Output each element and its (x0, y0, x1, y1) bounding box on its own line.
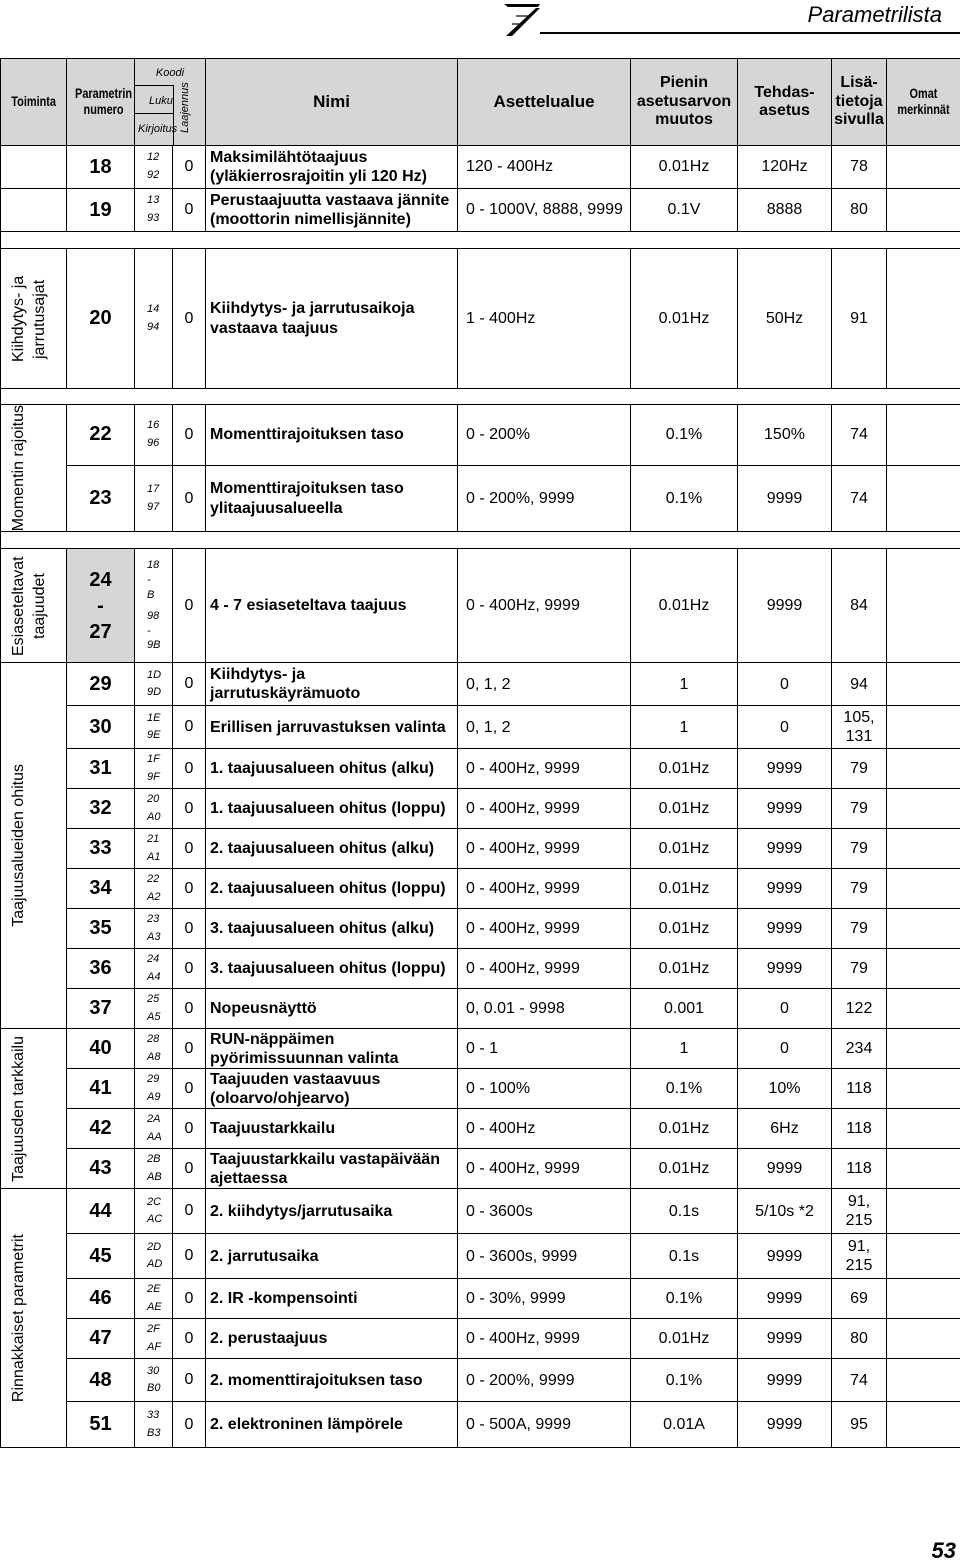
param-range: 0 - 200% (458, 405, 631, 466)
param-number: 31 (67, 749, 135, 789)
table-row (1, 909, 960, 949)
param-notes (887, 1402, 960, 1448)
param-name: 2. kiihdytys/jarrutusaika (206, 1189, 458, 1234)
param-number: 18 (67, 146, 135, 189)
param-range: 0 - 400Hz, 9999 (458, 549, 631, 663)
param-notes (887, 909, 960, 949)
param-factory: 9999 (738, 549, 832, 663)
param-factory: 9999 (738, 1402, 832, 1448)
table-row (1, 1189, 960, 1234)
param-code: 2D AD (135, 1234, 173, 1279)
param-page: 118 (832, 1149, 887, 1189)
param-factory: 9999 (738, 869, 832, 909)
param-factory: 9999 (738, 465, 832, 531)
table-row (1, 1319, 960, 1359)
table-row (1, 1069, 960, 1109)
param-extended: 0 (173, 663, 206, 706)
param-factory: 9999 (738, 749, 832, 789)
param-range: 0, 1, 2 (458, 706, 631, 749)
param-extended: 0 (173, 1069, 206, 1109)
param-number: 48 (67, 1359, 135, 1402)
param-page: 118 (832, 1109, 887, 1149)
param-min-step: 0.01Hz (631, 249, 738, 389)
param-name: Taajuustarkkailu vastapäivään ajettaessa (206, 1149, 458, 1189)
param-name: 2. taajuusalueen ohitus (alku) (206, 829, 458, 869)
param-code: 13 93 (135, 189, 173, 232)
param-name: Maksimilähtötaajuus (yläkierrosrajoitin yli 120 Hz) (206, 146, 458, 189)
col-name: Nimi (206, 59, 458, 146)
param-range: 0 - 30%, 9999 (458, 1279, 631, 1319)
param-factory: 9999 (738, 829, 832, 869)
group-freqmon: Taajuusden tarkkailu (1, 1029, 67, 1189)
param-page: 80 (832, 189, 887, 232)
param-range: 0 - 400Hz, 9999 (458, 909, 631, 949)
param-notes (887, 1029, 960, 1069)
row-gap (1, 532, 960, 549)
param-extended: 0 (173, 1149, 206, 1189)
table-row (1, 869, 960, 909)
param-min-step: 0.01Hz (631, 829, 738, 869)
page-header (0, 0, 960, 40)
param-number: 29 (67, 663, 135, 706)
group-empty (1, 146, 67, 189)
header-rule (540, 32, 960, 34)
param-min-step: 0.1% (631, 1359, 738, 1402)
group-torque: Momentin rajoitus (1, 405, 67, 532)
param-number: 37 (67, 989, 135, 1029)
param-extended: 0 (173, 405, 206, 466)
table-row (1, 1109, 960, 1149)
param-page: 80 (832, 1319, 887, 1359)
param-range: 0 - 1 (458, 1029, 631, 1069)
param-range: 0, 1, 2 (458, 663, 631, 706)
param-extended: 0 (173, 1029, 206, 1069)
param-notes (887, 789, 960, 829)
param-notes (887, 749, 960, 789)
table-row (1, 549, 960, 663)
param-notes (887, 1069, 960, 1109)
param-notes (887, 829, 960, 869)
param-name: Erillisen jarruvastuksen valinta (206, 706, 458, 749)
param-factory: 9999 (738, 1234, 832, 1279)
param-page: 105, 131 (832, 706, 887, 749)
row-gap (1, 232, 960, 249)
param-factory: 9999 (738, 1319, 832, 1359)
col-more-info: Lisä-tietoja sivulla (832, 59, 887, 146)
param-code: 21 A1 (135, 829, 173, 869)
param-range: 120 - 400Hz (458, 146, 631, 189)
param-min-step: 0.01Hz (631, 549, 738, 663)
param-number: 30 (67, 706, 135, 749)
param-code: 1E 9E (135, 706, 173, 749)
param-notes (887, 465, 960, 531)
table-row (1, 829, 960, 869)
param-page: 79 (832, 869, 887, 909)
param-name: 2. taajuusalueen ohitus (loppu) (206, 869, 458, 909)
param-page: 79 (832, 909, 887, 949)
param-min-step: 0.1s (631, 1189, 738, 1234)
param-range: 0 - 3600s, 9999 (458, 1234, 631, 1279)
param-range: 0 - 200%, 9999 (458, 1359, 631, 1402)
param-name: Perustaajuutta vastaava jännite (moottorin nimellisjännite) (206, 189, 458, 232)
param-extended: 0 (173, 706, 206, 749)
param-min-step: 0.1% (631, 1279, 738, 1319)
col-min-step: Pienin asetusarvon muutos (631, 59, 738, 146)
param-name: 1. taajuusalueen ohitus (loppu) (206, 789, 458, 829)
param-number: 44 (67, 1189, 135, 1234)
brand-logo-icon (502, 2, 542, 38)
param-code: 24 A4 (135, 949, 173, 989)
param-min-step: 0.1s (631, 1234, 738, 1279)
param-range: 0 - 400Hz, 9999 (458, 789, 631, 829)
param-page: 79 (832, 749, 887, 789)
param-factory: 0 (738, 663, 832, 706)
table-row (1, 1149, 960, 1189)
param-range: 0 - 3600s (458, 1189, 631, 1234)
table-row (1, 1359, 960, 1402)
param-number: 33 (67, 829, 135, 869)
param-name: Kiihdytys- ja jarrutuskäyrämuoto (206, 663, 458, 706)
param-min-step: 0.001 (631, 989, 738, 1029)
param-notes (887, 1109, 960, 1149)
param-min-step: 0.01A (631, 1402, 738, 1448)
page-number: 53 (931, 1538, 956, 1563)
param-code: 25 A5 (135, 989, 173, 1029)
param-page: 95 (832, 1402, 887, 1448)
param-name: RUN-näppäimen pyörimissuunnan valinta (206, 1029, 458, 1069)
param-number: 47 (67, 1319, 135, 1359)
param-number: 24 - 27 (67, 549, 135, 663)
param-notes (887, 706, 960, 749)
group-accel: Kiihdytys- ja jarrutusajat (1, 249, 67, 389)
param-extended: 0 (173, 1402, 206, 1448)
param-notes (887, 146, 960, 189)
param-notes (887, 1359, 960, 1402)
group-jump: Taajuusalueiden ohitus (1, 663, 67, 1029)
param-code: 2E AE (135, 1279, 173, 1319)
param-number: 35 (67, 909, 135, 949)
param-name: 2. perustaajuus (206, 1319, 458, 1359)
param-range: 0 - 400Hz, 9999 (458, 1149, 631, 1189)
param-range: 0 - 1000V, 8888, 9999 (458, 189, 631, 232)
param-number: 32 (67, 789, 135, 829)
param-factory: 120Hz (738, 146, 832, 189)
table-row (1, 749, 960, 789)
param-notes (887, 189, 960, 232)
param-factory: 9999 (738, 949, 832, 989)
param-extended: 0 (173, 949, 206, 989)
table-row (1, 1402, 960, 1448)
param-number: 34 (67, 869, 135, 909)
group-parallel: Rinnakkaiset parametrit (1, 1189, 67, 1448)
param-page: 122 (832, 989, 887, 1029)
param-factory: 9999 (738, 1149, 832, 1189)
param-extended: 0 (173, 1109, 206, 1149)
param-code: 2F AF (135, 1319, 173, 1359)
param-extended: 0 (173, 829, 206, 869)
param-name: Momenttirajoituksen taso ylitaajuusalueella (206, 465, 458, 531)
param-notes (887, 1279, 960, 1319)
param-code: 23 A3 (135, 909, 173, 949)
param-number: 51 (67, 1402, 135, 1448)
param-range: 1 - 400Hz (458, 249, 631, 389)
param-extended: 0 (173, 549, 206, 663)
param-factory: 150% (738, 405, 832, 466)
param-notes (887, 949, 960, 989)
param-min-step: 0.01Hz (631, 1319, 738, 1359)
param-range: 0 - 400Hz, 9999 (458, 1319, 631, 1359)
param-factory: 9999 (738, 789, 832, 829)
param-page: 84 (832, 549, 887, 663)
table-row (1, 1279, 960, 1319)
table-row (1, 1234, 960, 1279)
param-name: 2. elektroninen lämpörele (206, 1402, 458, 1448)
param-range: 0 - 200%, 9999 (458, 465, 631, 531)
param-range: 0 - 100% (458, 1069, 631, 1109)
param-min-step: 0.01Hz (631, 146, 738, 189)
param-extended: 0 (173, 1234, 206, 1279)
param-min-step: 0.01Hz (631, 1149, 738, 1189)
col-notes: Omat merkinnät (887, 59, 960, 146)
table-row (1, 146, 960, 189)
param-code: 20 A0 (135, 789, 173, 829)
param-factory: 5/10s *2 (738, 1189, 832, 1234)
param-code: 18 - B 98 - 9B (135, 549, 173, 663)
table-row (1, 706, 960, 749)
param-page: 78 (832, 146, 887, 189)
col-code: Koodi Luku Kirjoitus Laajennus (135, 59, 206, 146)
param-min-step: 1 (631, 1029, 738, 1069)
param-number: 42 (67, 1109, 135, 1149)
param-notes (887, 249, 960, 389)
param-factory: 50Hz (738, 249, 832, 389)
param-min-step: 0.01Hz (631, 869, 738, 909)
param-code: 12 92 (135, 146, 173, 189)
param-notes (887, 1149, 960, 1189)
param-page: 94 (832, 663, 887, 706)
param-extended: 0 (173, 1359, 206, 1402)
param-range: 0 - 500A, 9999 (458, 1402, 631, 1448)
col-param-number: Parametrin numero (67, 59, 135, 146)
table-row (1, 663, 960, 706)
param-number: 40 (67, 1029, 135, 1069)
table-row (1, 405, 960, 466)
param-notes (887, 405, 960, 466)
param-page: 74 (832, 1359, 887, 1402)
param-number: 45 (67, 1234, 135, 1279)
param-name: 4 - 7 esiaseteltava taajuus (206, 549, 458, 663)
param-name: Momenttirajoituksen taso (206, 405, 458, 466)
param-number: 20 (67, 249, 135, 389)
param-extended: 0 (173, 1189, 206, 1234)
table-row (1, 189, 960, 232)
row-gap (1, 389, 960, 405)
param-range: 0 - 400Hz, 9999 (458, 829, 631, 869)
param-code: 22 A2 (135, 869, 173, 909)
param-number: 41 (67, 1069, 135, 1109)
param-range: 0 - 400Hz, 9999 (458, 949, 631, 989)
param-number: 22 (67, 405, 135, 466)
param-range: 0 - 400Hz, 9999 (458, 749, 631, 789)
gap-cell (1, 232, 960, 249)
group-empty (1, 189, 67, 232)
param-min-step: 0.01Hz (631, 749, 738, 789)
col-factory: Tehdas-asetus (738, 59, 832, 146)
param-name: 2. momenttirajoituksen taso (206, 1359, 458, 1402)
param-factory: 0 (738, 706, 832, 749)
param-notes (887, 989, 960, 1029)
param-code: 2B AB (135, 1149, 173, 1189)
param-min-step: 1 (631, 663, 738, 706)
param-factory: 0 (738, 989, 832, 1029)
param-code: 14 94 (135, 249, 173, 389)
param-page: 79 (832, 789, 887, 829)
col-function: Toiminta (1, 59, 67, 146)
table-row (1, 789, 960, 829)
param-extended: 0 (173, 1279, 206, 1319)
param-notes (887, 549, 960, 663)
param-name: 3. taajuusalueen ohitus (loppu) (206, 949, 458, 989)
param-number: 19 (67, 189, 135, 232)
param-extended: 0 (173, 789, 206, 829)
param-page: 69 (832, 1279, 887, 1319)
param-page: 234 (832, 1029, 887, 1069)
param-code: 28 A8 (135, 1029, 173, 1069)
param-name: 2. jarrutusaika (206, 1234, 458, 1279)
param-extended: 0 (173, 749, 206, 789)
param-name: 1. taajuusalueen ohitus (alku) (206, 749, 458, 789)
gap-cell (1, 532, 960, 549)
param-notes (887, 1189, 960, 1234)
param-range: 0 - 400Hz, 9999 (458, 869, 631, 909)
table-row (1, 249, 960, 389)
param-page: 74 (832, 405, 887, 466)
param-code: 17 97 (135, 465, 173, 531)
param-name: Nopeusnäyttö (206, 989, 458, 1029)
header-row (1, 59, 960, 146)
param-page: 91 (832, 249, 887, 389)
param-min-step: 0.01Hz (631, 789, 738, 829)
param-extended: 0 (173, 869, 206, 909)
param-code: 1D 9D (135, 663, 173, 706)
param-factory: 6Hz (738, 1109, 832, 1149)
param-name: Kiihdytys- ja jarrutusaikoja vastaava taajuus (206, 249, 458, 389)
table-row (1, 989, 960, 1029)
param-notes (887, 1319, 960, 1359)
param-code: 2C AC (135, 1189, 173, 1234)
param-extended: 0 (173, 1319, 206, 1359)
param-min-step: 0.1% (631, 465, 738, 531)
param-factory: 0 (738, 1029, 832, 1069)
param-number: 23 (67, 465, 135, 531)
param-page: 74 (832, 465, 887, 531)
param-min-step: 0.1V (631, 189, 738, 232)
param-notes (887, 663, 960, 706)
param-page: 91, 215 (832, 1234, 887, 1279)
param-factory: 8888 (738, 189, 832, 232)
param-factory: 9999 (738, 909, 832, 949)
param-page: 79 (832, 829, 887, 869)
param-range: 0 - 400Hz (458, 1109, 631, 1149)
param-code: 1F 9F (135, 749, 173, 789)
param-min-step: 0.01Hz (631, 1109, 738, 1149)
param-factory: 9999 (738, 1359, 832, 1402)
table-row (1, 949, 960, 989)
table-row (1, 1029, 960, 1069)
param-page: 79 (832, 949, 887, 989)
gap-cell (1, 389, 960, 405)
param-code: 30 B0 (135, 1359, 173, 1402)
param-factory: 9999 (738, 1279, 832, 1319)
param-code: 16 96 (135, 405, 173, 466)
param-extended: 0 (173, 146, 206, 189)
param-page: 118 (832, 1069, 887, 1109)
param-number: 36 (67, 949, 135, 989)
param-code: 33 B3 (135, 1402, 173, 1448)
param-extended: 0 (173, 909, 206, 949)
param-number: 46 (67, 1279, 135, 1319)
parameter-table (0, 58, 960, 1448)
param-number: 43 (67, 1149, 135, 1189)
param-factory: 10% (738, 1069, 832, 1109)
param-page: 91, 215 (832, 1189, 887, 1234)
param-min-step: 0.01Hz (631, 909, 738, 949)
param-min-step: 0.1% (631, 405, 738, 466)
param-extended: 0 (173, 249, 206, 389)
param-name: 2. IR -kompensointi (206, 1279, 458, 1319)
param-notes (887, 1234, 960, 1279)
param-extended: 0 (173, 989, 206, 1029)
param-range: 0, 0.01 - 9998 (458, 989, 631, 1029)
param-name: Taajuuden vastaavuus (oloarvo/ohjearvo) (206, 1069, 458, 1109)
param-name: 3. taajuusalueen ohitus (alku) (206, 909, 458, 949)
param-min-step: 1 (631, 706, 738, 749)
param-code: 2A AA (135, 1109, 173, 1149)
col-range: Asettelualue (458, 59, 631, 146)
param-name: Taajuustarkkailu (206, 1109, 458, 1149)
param-min-step: 0.01Hz (631, 949, 738, 989)
param-extended: 0 (173, 465, 206, 531)
page-title: Parametrilista (807, 2, 942, 27)
param-extended: 0 (173, 189, 206, 232)
param-notes (887, 869, 960, 909)
table-row (1, 465, 960, 531)
group-preset: Esiaseteltavat taajuudet (1, 549, 67, 663)
param-code: 29 A9 (135, 1069, 173, 1109)
param-min-step: 0.1% (631, 1069, 738, 1109)
